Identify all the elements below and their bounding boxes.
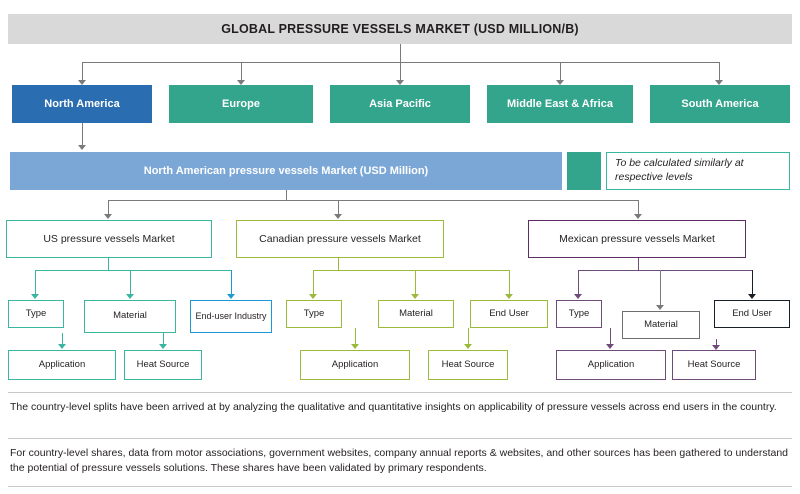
arrow-ca-enduser bbox=[505, 294, 513, 299]
connector-region-drop-5 bbox=[719, 62, 720, 82]
mexico-subsegment-application[interactable]: Application bbox=[556, 350, 666, 380]
connector-ca-heat-stem bbox=[468, 328, 469, 345]
connector-region-drop-2 bbox=[241, 62, 242, 82]
arrow-us-application bbox=[58, 344, 66, 349]
connector-ca-stem bbox=[338, 258, 339, 270]
arrow-ca-material bbox=[411, 294, 419, 299]
arrow-country-ca bbox=[334, 214, 342, 219]
connector-title-stem bbox=[400, 44, 401, 62]
arrow-us-type bbox=[31, 294, 39, 299]
connector-us-stem bbox=[108, 258, 109, 270]
connector-mx-app-stem bbox=[610, 328, 611, 345]
connector-mx-stem bbox=[638, 258, 639, 270]
arrow-na-to-bar bbox=[78, 145, 86, 150]
connector-us-drop-type bbox=[35, 270, 36, 296]
connector-us-bus bbox=[35, 270, 231, 271]
arrow-ca-type bbox=[309, 294, 317, 299]
canada-subsegment-heat-source[interactable]: Heat Source bbox=[428, 350, 508, 380]
connector-ca-drop-enduser bbox=[509, 270, 510, 296]
arrow-us-heat-source bbox=[159, 344, 167, 349]
arrow-us-material bbox=[126, 294, 134, 299]
connector-region-drop-3 bbox=[400, 62, 401, 82]
connector-mx-drop-type bbox=[578, 270, 579, 296]
note-color-chip bbox=[567, 152, 601, 190]
us-subsegment-application[interactable]: Application bbox=[8, 350, 116, 380]
us-segment-type[interactable]: Type bbox=[8, 300, 64, 328]
connector-mx-drop-enduser bbox=[752, 270, 753, 296]
canada-segment-material[interactable]: Material bbox=[378, 300, 454, 328]
arrow-ca-application bbox=[351, 344, 359, 349]
connector-ca-app-stem bbox=[355, 328, 356, 345]
region-middle-east-africa[interactable]: Middle East & Africa bbox=[487, 85, 633, 123]
mexico-subsegment-heat-source[interactable]: Heat Source bbox=[672, 350, 756, 380]
canada-segment-end-user[interactable]: End User bbox=[470, 300, 548, 328]
connector-region-drop-1 bbox=[82, 62, 83, 82]
connector-region-drop-4 bbox=[560, 62, 561, 82]
connector-mx-bus bbox=[578, 270, 752, 271]
footnote-divider-bottom bbox=[8, 486, 792, 487]
canada-segment-type[interactable]: Type bbox=[286, 300, 342, 328]
arrow-mx-application bbox=[606, 344, 614, 349]
us-subsegment-heat-source[interactable]: Heat Source bbox=[124, 350, 202, 380]
diagram-title: GLOBAL PRESSURE VESSELS MARKET (USD MILLION/B) bbox=[8, 14, 792, 44]
connector-us-drop-material bbox=[130, 270, 131, 296]
connector-mx-drop-material bbox=[660, 270, 661, 306]
country-canada-market[interactable]: Canadian pressure vessels Market bbox=[236, 220, 444, 258]
mexico-segment-end-user[interactable]: End User bbox=[714, 300, 790, 328]
mexico-segment-material[interactable]: Material bbox=[622, 311, 700, 339]
us-segment-material[interactable]: Material bbox=[84, 300, 176, 333]
arrow-country-mx bbox=[634, 214, 642, 219]
connector-us-drop-enduser bbox=[231, 270, 232, 296]
north-america-market-bar[interactable]: North American pressure vessels Market (USD Million) bbox=[10, 152, 562, 190]
country-mexico-market[interactable]: Mexican pressure vessels Market bbox=[528, 220, 746, 258]
region-europe[interactable]: Europe bbox=[169, 85, 313, 123]
footnote-1: The country-level splits have been arrived at by analyzing the qualitative and quantitative insights on applicability of pressure vessels across end users in the country. bbox=[10, 401, 777, 413]
note-callout: To be calculated similarly at respective levels bbox=[606, 152, 790, 190]
connector-ca-bus bbox=[313, 270, 509, 271]
arrow-mx-enduser bbox=[748, 294, 756, 299]
connector-bar-stem bbox=[286, 190, 287, 200]
arrow-mx-material bbox=[656, 305, 664, 310]
arrow-mx-type bbox=[574, 294, 582, 299]
footnote-divider-middle bbox=[8, 438, 792, 439]
region-north-america[interactable]: North America bbox=[12, 85, 152, 123]
connector-ca-drop-material bbox=[415, 270, 416, 296]
arrow-us-enduser bbox=[227, 294, 235, 299]
connector-na-to-bar bbox=[82, 123, 83, 147]
footnote-divider-top bbox=[8, 392, 792, 393]
country-us-market[interactable]: US pressure vessels Market bbox=[6, 220, 212, 258]
arrow-country-us bbox=[104, 214, 112, 219]
connector-country-bus bbox=[108, 200, 638, 201]
us-segment-end-user-industry[interactable]: End-user Industry bbox=[190, 300, 272, 333]
mexico-segment-type[interactable]: Type bbox=[556, 300, 602, 328]
region-asia-pacific[interactable]: Asia Pacific bbox=[330, 85, 470, 123]
connector-ca-drop-type bbox=[313, 270, 314, 296]
arrow-ca-heat-source bbox=[464, 344, 472, 349]
footnote-2: For country-level shares, data from motor associations, government websites, company annual reports & websites, and other sources has been gathered to understand the potential of pressure vessels solutions. These shares have been validated by primary respondents. bbox=[10, 447, 788, 475]
region-south-america[interactable]: South America bbox=[650, 85, 790, 123]
canada-subsegment-application[interactable]: Application bbox=[300, 350, 410, 380]
